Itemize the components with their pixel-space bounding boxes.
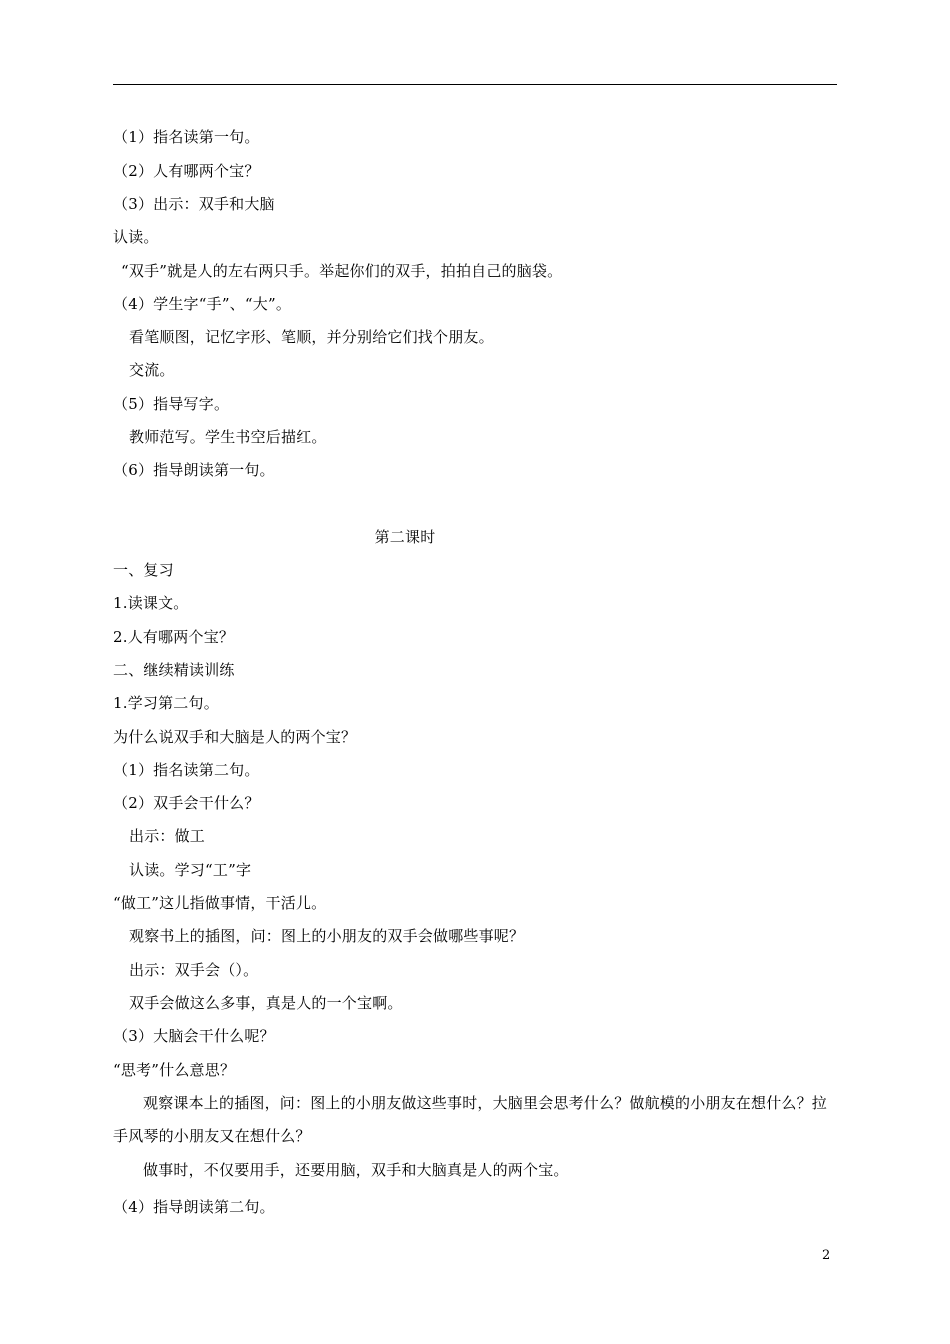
text-line: （4）学生字“手”、“大”。 bbox=[113, 295, 292, 313]
text-line: 出示：做工 bbox=[129, 827, 206, 845]
text-line: 2.人有哪两个宝？ bbox=[113, 628, 235, 646]
text-line: 教师范写。学生书空后描红。 bbox=[129, 428, 327, 446]
text-line: （1）指名读第一句。 bbox=[113, 128, 260, 146]
text-line: 双手会做这么多事，真是人的一个宝啊。 bbox=[129, 994, 403, 1012]
text-line: 看笔顺图，记忆字形、笔顺，并分别给它们找个朋友。 bbox=[129, 328, 494, 346]
section-title: 第二课时 bbox=[374, 528, 436, 546]
text-line: 交流。 bbox=[129, 361, 175, 379]
text-line: 为什么说双手和大脑是人的两个宝？ bbox=[113, 728, 357, 746]
text-line: （2）人有哪两个宝？ bbox=[113, 162, 260, 180]
text-line: （1）指名读第二句。 bbox=[113, 761, 260, 779]
text-line: 观察书上的插图，问：图上的小朋友的双手会做哪些事呢？ bbox=[129, 927, 525, 945]
text-line: 二、继续精读训练 bbox=[113, 661, 235, 679]
paragraph: 做事时，不仅要用手，还要用脑，双手和大脑真是人的两个宝。 bbox=[143, 1161, 569, 1179]
paragraph: 观察课本上的插图，问：图上的小朋友做这些事时，大脑里会思考什么？做航模的小朋友在想什么？拉手风琴的小朋友又在想什么？ bbox=[113, 1094, 828, 1145]
text-line: “思考”什么意思？ bbox=[113, 1061, 236, 1079]
text-line: （6）指导朗读第一句。 bbox=[113, 461, 275, 479]
text-line: 认读。 bbox=[113, 228, 159, 246]
text-line: “双手”就是人的左右两只手。举起你们的双手，拍拍自己的脑袋。 bbox=[121, 262, 563, 280]
text-line: （3）大脑会干什么呢？ bbox=[113, 1027, 275, 1045]
text-line: “做工”这儿指做事情，干活儿。 bbox=[113, 894, 327, 912]
text-line: （4）指导朗读第二句。 bbox=[113, 1198, 275, 1216]
text-line: 1.读课文。 bbox=[113, 594, 189, 612]
text-line: 一、复习 bbox=[113, 561, 174, 579]
text-line: （2）双手会干什么？ bbox=[113, 794, 260, 812]
text-line: 认读。学习“工”字 bbox=[129, 861, 252, 879]
text-line: 出示：双手会（）。 bbox=[129, 961, 259, 979]
text-line: （5）指导写字。 bbox=[113, 395, 230, 413]
header-rule bbox=[113, 84, 837, 85]
text-line: （3）出示：双手和大脑 bbox=[113, 195, 275, 213]
text-line: 1.学习第二句。 bbox=[113, 694, 219, 712]
page-number: 2 bbox=[822, 1248, 831, 1263]
